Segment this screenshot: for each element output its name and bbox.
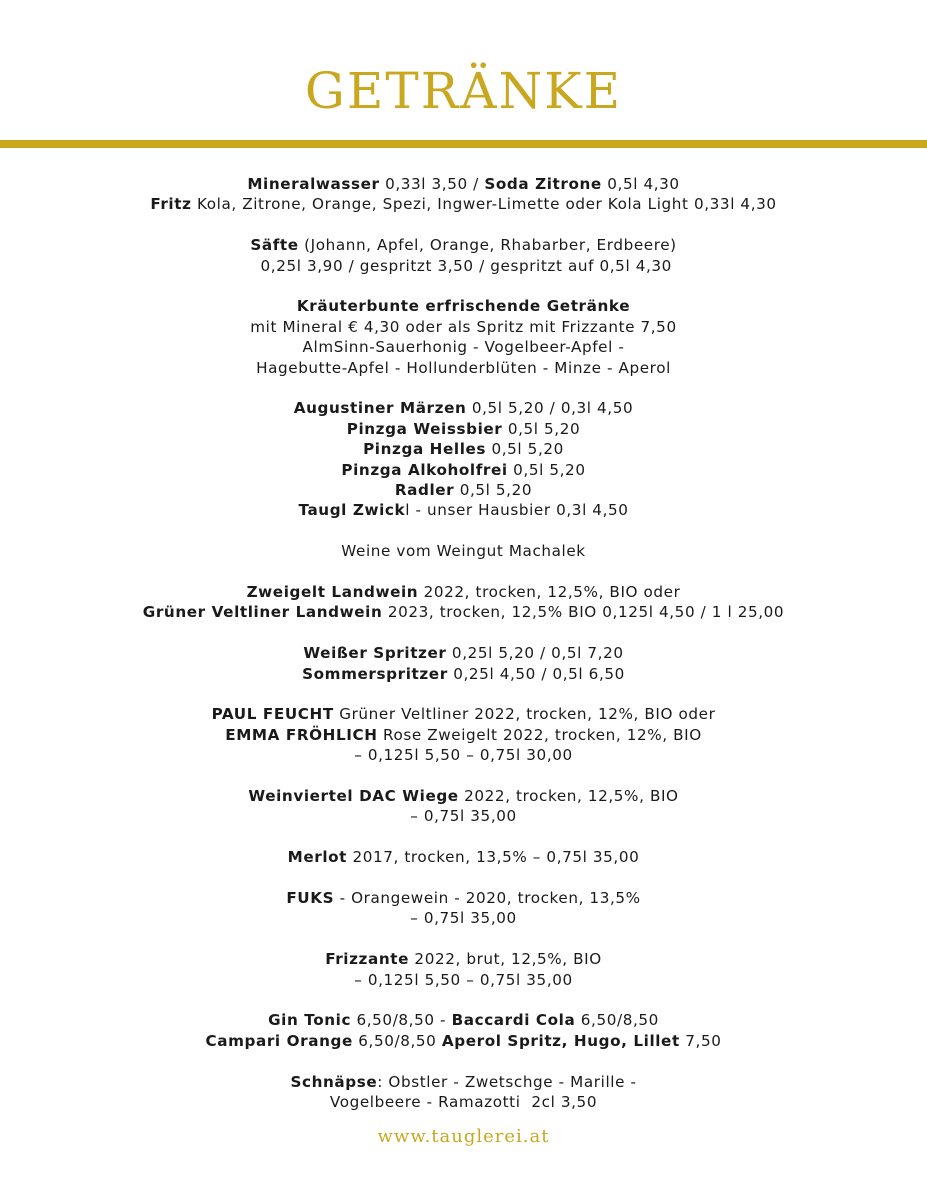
menu-line [0,317,927,337]
menu-line [0,480,927,500]
menu-line [0,643,927,663]
item-detail: – 0,125l 5,50 – 0,75l 30,00 [354,746,573,765]
menu-line [0,582,927,602]
item-detail: 6,50/8,50 - [351,1011,452,1030]
item-detail: 7,50 [679,1031,722,1050]
menu-block [0,786,927,827]
item-detail: 6,50/8,50 [352,1031,442,1050]
item-name: Taugl Zwick [298,501,406,520]
item-name: Weißer Spritzer [303,644,447,663]
item-name: Grüner Veltliner Landwein [142,603,383,622]
item-detail: 0,5l 5,20 [486,440,564,459]
item-detail: 0,5l 4,30 [601,175,680,193]
menu-line [0,888,927,908]
menu-line [0,664,927,684]
item-name: Zweigelt Landwein [246,583,419,602]
menu-line [0,745,927,765]
item-detail: Kola, Zitrone, Orange, Spezi, Ingwer-Limette oder Kola Light 0,33l 4,30 [191,195,777,214]
item-name: Baccardi Cola [451,1011,576,1030]
menu-line [0,1010,927,1030]
item-detail: Vogelbeere - Ramazotti 2cl 3,50 [329,1093,598,1112]
item-detail: Hagebutte-Apfel - Hollunderblüten - Minze - Aperol [256,358,671,377]
item-name: Campari Orange [205,1031,353,1050]
item-detail: 0,5l 5,20 [502,419,581,438]
menu-block [0,888,927,929]
item-detail: 2017, trocken, 13,5% – 0,75l 35,00 [347,848,640,867]
item-detail: 2022, trocken, 12,5%, BIO [458,787,679,806]
item-detail: – 0,75l 35,00 [410,807,517,826]
item-name: Schnäpse [290,1072,378,1091]
item-detail: 0,5l 5,20 [507,460,586,479]
menu-line [0,1072,927,1092]
item-name: PAUL FEUCHT [211,705,334,724]
menu-line [0,398,927,418]
item-name: Pinzga Weissbier [346,419,503,438]
item-detail: l - unser Hausbier 0,3l 4,50 [405,501,629,520]
item-name: Frizzante [325,950,409,969]
item-name: EMMA FRÖHLICH [225,725,378,744]
item-name: Mineralwasser [247,175,380,193]
item-name: FUKS [286,889,335,908]
menu-line [0,460,927,480]
menu-line [0,235,927,255]
item-name: Augustiner Märzen [293,399,467,418]
menu-line [0,949,927,969]
title-divider [0,140,927,148]
menu-line [0,439,927,459]
item-detail: - Orangewein - 2020, trocken, 13,5% [334,889,641,908]
menu-block [0,296,927,378]
item-name: Radler [394,481,455,500]
item-name: Pinzga Helles [363,440,487,459]
drinks-menu [0,174,927,1112]
menu-line [0,1031,927,1051]
menu-block [0,235,927,276]
menu-line [0,256,927,276]
item-detail: 0,25l 3,90 / gespritzt 3,50 / gespritzt auf 0,5l 4,30 [255,256,672,275]
menu-line [0,847,927,867]
item-name: Gin Tonic [268,1011,352,1030]
menu-line [0,541,927,561]
item-detail: : Obstler - Zwetschge - Marille - [377,1072,637,1091]
menu-line [0,704,927,724]
menu-line [0,970,927,990]
item-detail: Weine vom Weingut Machalek [341,542,586,561]
item-detail: mit Mineral € 4,30 oder als Spritz mit Frizzante 7,50 [250,317,677,336]
item-name: Pinzga Alkoholfrei [341,460,508,479]
menu-line [0,786,927,806]
item-detail: AlmSinn-Sauerhonig - Vogelbeer-Apfel - [302,338,625,357]
item-detail: 0,5l 5,20 / 0,3l 4,50 [466,399,634,418]
menu-line [0,296,927,316]
menu-block [0,704,927,765]
menu-line [0,358,927,378]
item-detail: Grüner Veltliner 2022, trocken, 12%, BIO oder [333,705,716,724]
item-name: Weinviertel DAC Wiege [248,787,459,806]
menu-block [0,541,927,561]
item-detail: 6,50/8,50 [575,1011,659,1030]
menu-line [0,725,927,745]
item-detail: 0,33l 3,50 / [379,175,485,193]
menu-block [0,582,927,623]
item-name: Merlot [287,848,348,867]
item-detail: 2023, trocken, 12,5% BIO 0,125l 4,50 / 1 l 25,00 [382,603,785,622]
item-name: Sommerspritzer [302,664,448,683]
website-footer: www.tauglerei.at [377,1126,550,1147]
menu-block [0,1010,927,1051]
item-name: Aperol Spritz, Hugo, Lillet [441,1031,680,1050]
item-detail: – 0,125l 5,50 – 0,75l 35,00 [354,970,573,989]
menu-block [0,847,927,867]
menu-line [0,174,927,194]
menu-line [0,337,927,357]
item-detail: 0,25l 5,20 / 0,5l 7,20 [446,644,624,663]
item-name: Säfte [250,236,299,255]
item-detail: 2022, brut, 12,5%, BIO [409,950,602,969]
menu-line [0,602,927,622]
item-name: Soda Zitrone [484,175,602,193]
menu-line [0,806,927,826]
menu-line [0,419,927,439]
item-detail: 0,25l 4,50 / 0,5l 6,50 [447,664,625,683]
menu-line [0,194,927,214]
item-detail: – 0,75l 35,00 [410,909,517,928]
item-detail: (Johann, Apfel, Orange, Rhabarber, Erdbeere) [298,236,677,255]
menu-block [0,949,927,990]
page-title: GETRÄNKE [304,62,623,120]
menu-block [0,643,927,684]
item-detail: 0,5l 5,20 [454,481,533,500]
item-detail: 2022, trocken, 12,5%, BIO oder [418,583,681,602]
menu-block [0,1072,927,1113]
item-detail: Rose Zweigelt 2022, trocken, 12%, BIO [377,725,702,744]
menu-block [0,398,927,520]
menu-line [0,500,927,520]
item-name: Kräuterbunte erfrischende Getränke [296,297,631,316]
menu-block [0,174,927,215]
item-name: Fritz [150,195,192,214]
menu-line [0,908,927,928]
menu-line [0,1092,927,1112]
